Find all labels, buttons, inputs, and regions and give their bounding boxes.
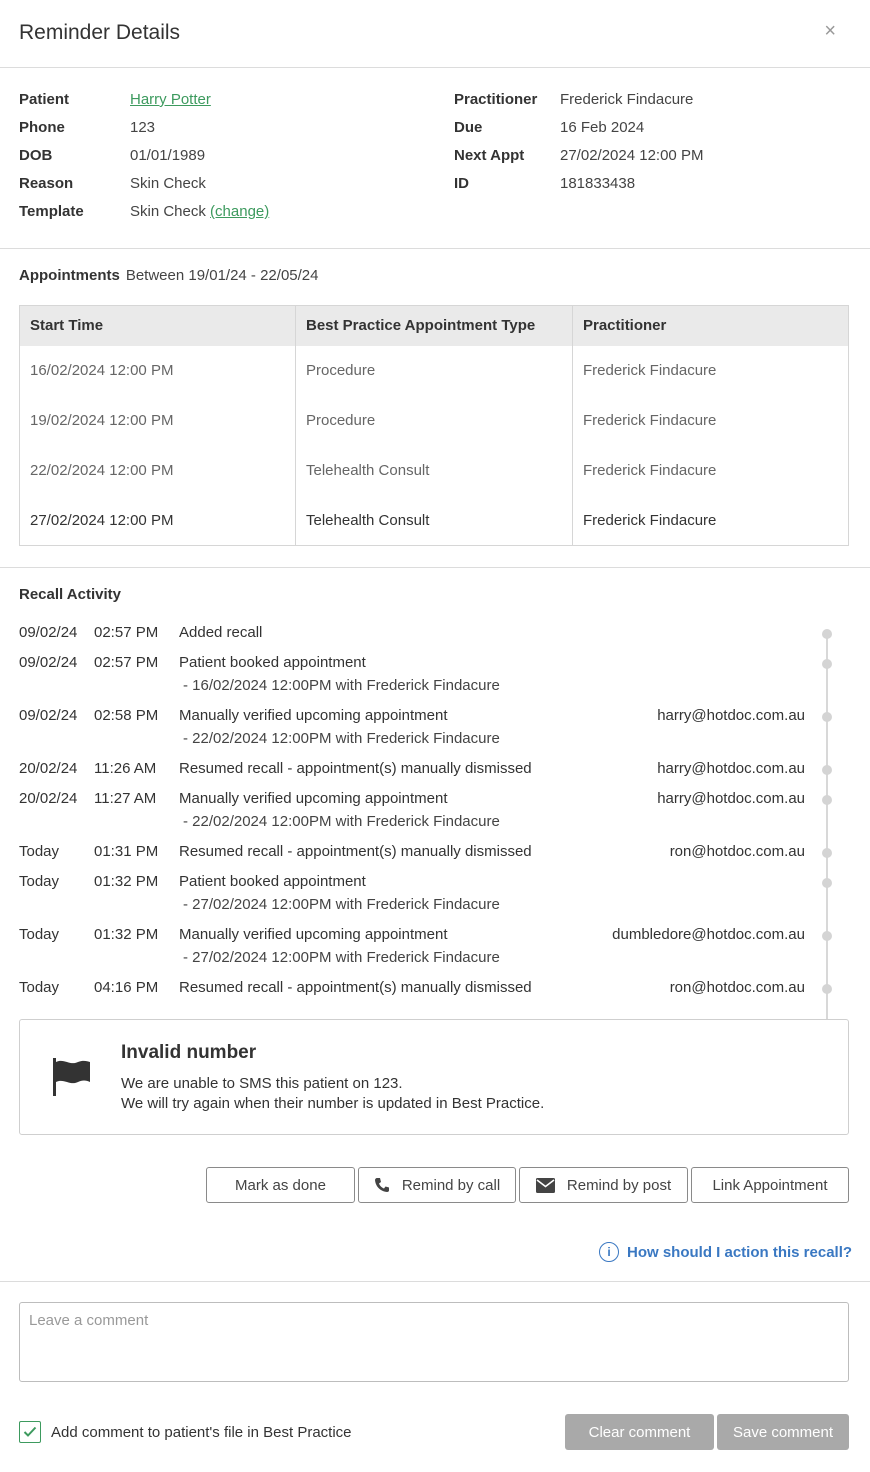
cell-practitioner: Frederick Findacure bbox=[573, 496, 849, 546]
remind-by-call-button[interactable] bbox=[358, 1167, 516, 1203]
link-appointment-label: Link Appointment bbox=[712, 1176, 828, 1194]
activity-detail: - 22/02/2024 12:00PM with Frederick Findacure bbox=[183, 730, 500, 747]
activity-time: 01:32 PM bbox=[94, 873, 159, 890]
activity-message: Resumed recall - appointment(s) manually dismissed bbox=[179, 760, 532, 777]
activity-date: 20/02/24 bbox=[19, 760, 78, 777]
cell-start: 27/02/2024 12:00 PM bbox=[20, 496, 296, 546]
table-row bbox=[20, 446, 849, 496]
patient-name-link[interactable]: Harry Potter bbox=[130, 91, 211, 108]
cell-practitioner: Frederick Findacure bbox=[573, 346, 849, 396]
activity-time: 01:31 PM bbox=[94, 843, 159, 860]
appointments-range: Between 19/01/24 - 22/05/24 bbox=[125, 267, 319, 284]
timeline-dot bbox=[822, 659, 832, 669]
activity-time: 02:58 PM bbox=[94, 707, 159, 724]
activity-date: Today bbox=[19, 843, 60, 860]
timeline-dot bbox=[822, 878, 832, 888]
patient-label: Patient bbox=[19, 91, 70, 108]
info-icon: i bbox=[599, 1242, 619, 1262]
table-row bbox=[20, 496, 849, 546]
template-change-link[interactable]: (change) bbox=[210, 203, 270, 220]
alert-title: Invalid number bbox=[121, 1042, 257, 1063]
activity-user: dumbledore@hotdoc.com.au bbox=[612, 926, 805, 943]
appointments-label: Appointments bbox=[19, 267, 120, 284]
recall-activity-heading: Recall Activity bbox=[19, 586, 121, 603]
template-label: Template bbox=[19, 203, 84, 220]
help-text: How should I action this recall? bbox=[627, 1243, 853, 1261]
activity-detail: - 22/02/2024 12:00PM with Frederick Findacure bbox=[183, 813, 500, 830]
activity-time: 01:32 PM bbox=[94, 926, 159, 943]
activity-date: 09/02/24 bbox=[19, 624, 78, 641]
activity-user: harry@hotdoc.com.au bbox=[657, 790, 805, 807]
next-appt-value: 27/02/2024 12:00 PM bbox=[560, 147, 704, 164]
activity-date: Today bbox=[19, 979, 60, 996]
activity-date: Today bbox=[19, 873, 60, 890]
divider bbox=[0, 1281, 870, 1282]
template-value bbox=[130, 203, 269, 220]
activity-message: Manually verified upcoming appointment bbox=[179, 790, 448, 807]
col-start-time: Start Time bbox=[20, 306, 296, 346]
dob-label: DOB bbox=[19, 147, 53, 164]
activity-detail: - 16/02/2024 12:00PM with Frederick Findacure bbox=[183, 677, 500, 694]
modal-header bbox=[0, 0, 870, 68]
add-to-file-label: Add comment to patient's file in Best Practice bbox=[51, 1423, 352, 1441]
add-to-file-checkbox-row[interactable] bbox=[19, 1421, 352, 1443]
dob-value: 01/01/1989 bbox=[130, 147, 206, 164]
next-appt-label: Next Appt bbox=[454, 147, 525, 164]
activity-date: 20/02/24 bbox=[19, 790, 78, 807]
remind-by-post-button[interactable] bbox=[519, 1167, 688, 1203]
table-row bbox=[20, 346, 849, 396]
mark-as-done-label: Mark as done bbox=[235, 1176, 326, 1194]
activity-date: 09/02/24 bbox=[19, 707, 78, 724]
remind-by-call-label: Remind by call bbox=[401, 1176, 501, 1194]
activity-message: Patient booked appointment bbox=[179, 654, 366, 671]
due-value: 16 Feb 2024 bbox=[560, 119, 645, 136]
divider bbox=[0, 567, 870, 568]
activity-time: 02:57 PM bbox=[94, 654, 159, 671]
id-label: ID bbox=[454, 175, 469, 192]
invalid-number-alert bbox=[19, 1019, 849, 1135]
add-to-file-checkbox[interactable] bbox=[19, 1421, 41, 1443]
col-practitioner: Practitioner bbox=[573, 306, 849, 346]
modal-title: Reminder Details bbox=[19, 21, 181, 44]
save-comment-button[interactable]: Save comment bbox=[717, 1414, 849, 1450]
timeline-dot bbox=[822, 712, 832, 722]
activity-message: Resumed recall - appointment(s) manually dismissed bbox=[179, 843, 532, 860]
activity-time: 11:27 AM bbox=[94, 790, 157, 807]
how-to-action-help-link[interactable] bbox=[599, 1242, 852, 1262]
table-row bbox=[20, 396, 849, 446]
reason-value: Skin Check bbox=[130, 175, 206, 192]
activity-message: Manually verified upcoming appointment bbox=[179, 707, 448, 724]
cell-type: Telehealth Consult bbox=[296, 496, 573, 546]
activity-date: Today bbox=[19, 926, 60, 943]
close-icon[interactable]: × bbox=[824, 20, 836, 42]
activity-user: harry@hotdoc.com.au bbox=[657, 760, 805, 777]
activity-time: 02:57 PM bbox=[94, 624, 159, 641]
comment-input[interactable] bbox=[19, 1302, 849, 1382]
activity-user: ron@hotdoc.com.au bbox=[669, 843, 805, 860]
activity-message: Resumed recall - appointment(s) manually dismissed bbox=[179, 979, 532, 996]
phone-value: 123 bbox=[130, 119, 156, 136]
cell-start: 16/02/2024 12:00 PM bbox=[20, 346, 296, 396]
activity-detail: - 27/02/2024 12:00PM with Frederick Findacure bbox=[183, 949, 500, 966]
clear-comment-button[interactable]: Clear comment bbox=[565, 1414, 714, 1450]
timeline-line bbox=[826, 634, 828, 1020]
appointments-table bbox=[19, 305, 849, 546]
cell-start: 19/02/2024 12:00 PM bbox=[20, 396, 296, 446]
id-value: 181833438 bbox=[560, 175, 636, 192]
appointments-heading bbox=[19, 267, 318, 284]
timeline-dot bbox=[822, 629, 832, 639]
activity-time: 04:16 PM bbox=[94, 979, 159, 996]
alert-line-1: We are unable to SMS this patient on 123. bbox=[121, 1075, 403, 1092]
activity-message: Patient booked appointment bbox=[179, 873, 366, 890]
cell-start: 22/02/2024 12:00 PM bbox=[20, 446, 296, 496]
envelope-icon bbox=[536, 1178, 555, 1193]
cell-practitioner: Frederick Findacure bbox=[573, 396, 849, 446]
alert-line-2: We will try again when their number is updated in Best Practice. bbox=[121, 1095, 545, 1112]
phone-label: Phone bbox=[19, 119, 65, 136]
cell-type: Procedure bbox=[296, 396, 573, 446]
activity-time: 11:26 AM bbox=[94, 760, 157, 777]
link-appointment-button[interactable] bbox=[691, 1167, 849, 1203]
activity-message: Added recall bbox=[179, 624, 263, 641]
reason-label: Reason bbox=[19, 175, 74, 192]
phone-icon bbox=[374, 1177, 390, 1193]
activity-user: ron@hotdoc.com.au bbox=[669, 979, 805, 996]
remind-by-post-label: Remind by post bbox=[566, 1176, 672, 1194]
cell-type: Telehealth Consult bbox=[296, 446, 573, 496]
patient-info bbox=[0, 68, 870, 249]
cell-practitioner: Frederick Findacure bbox=[573, 446, 849, 496]
check-icon bbox=[23, 1426, 37, 1438]
col-appt-type: Best Practice Appointment Type bbox=[296, 306, 573, 346]
timeline-dot bbox=[822, 765, 832, 775]
due-label: Due bbox=[454, 119, 483, 136]
activity-detail: - 27/02/2024 12:00PM with Frederick Findacure bbox=[183, 896, 500, 913]
activity-user: harry@hotdoc.com.au bbox=[657, 707, 805, 724]
template-name: Skin Check bbox=[130, 203, 206, 220]
activity-message: Manually verified upcoming appointment bbox=[179, 926, 448, 943]
mark-as-done-button[interactable] bbox=[206, 1167, 355, 1203]
activity-date: 09/02/24 bbox=[19, 654, 78, 671]
practitioner-label: Practitioner bbox=[454, 91, 538, 108]
timeline-dot bbox=[822, 931, 832, 941]
timeline-dot bbox=[822, 795, 832, 805]
timeline-dot bbox=[822, 848, 832, 858]
flag-icon bbox=[52, 1058, 92, 1096]
timeline-dot bbox=[822, 984, 832, 994]
cell-type: Procedure bbox=[296, 346, 573, 396]
practitioner-value: Frederick Findacure bbox=[560, 91, 694, 108]
